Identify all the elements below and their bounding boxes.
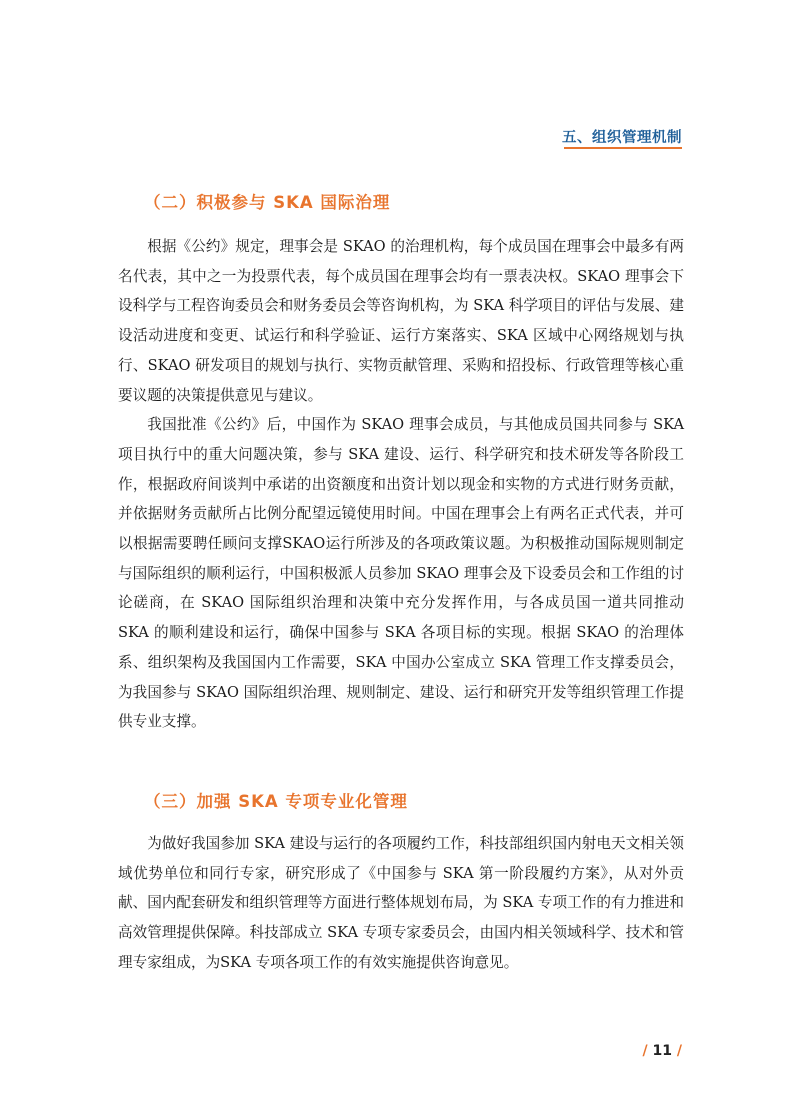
section-2-body <box>118 232 684 737</box>
section-heading-2: （二）积极参与 SKA 国际治理 <box>144 193 391 212</box>
paragraph: 我国批准《公约》后，中国作为 SKAO 理事会成员，与其他成员国共同参与 SKA 项目执行中的重大问题决策，参与 SKA 建设、运行、科学研究和技术研发等各阶段工作，根据政府间谈判中承诺的出资额度和出资计划以现金和实物的方式进行财务贡献，并依据财务贡献所占比例分配望远镜使用时间。中国在理事会上有两名正式代表，并可以根据需要聘任顾问支撑SKAO运行所涉及的各项政策议题。为积极推动国际规则制定与国际组织的顺利运行，中国积极派人员参加 SKAO 理事会及下设委员会和工作组的讨论磋商，在 SKAO 国际组织治理和决策中充分发挥作用，与各成员国一道共同推动 SKA 的顺利建设和运行，确保中国参与 SKA 各项目标的实现。根据 SKAO 的治理体系、组织架构及我国国内工作需要，SKA 中国办公室成立 SKA 管理工作支撑委员会，为我国参与 SKAO 国际组织治理、规则制定、建设、运行和研究开发等组织管理工作提供专业支撑。 <box>118 416 684 731</box>
page-number <box>643 1043 682 1059</box>
running-header-rule <box>564 147 682 149</box>
running-header: 五、组织管理机制 <box>562 130 682 146</box>
page-slash-left: / <box>642 1043 648 1059</box>
page-number-value: 11 <box>652 1043 672 1059</box>
section-heading-3: （三）加强 SKA 专项专业化管理 <box>144 792 408 811</box>
section-3-body <box>118 829 684 978</box>
paragraph: 根据《公约》规定，理事会是 SKAO 的治理机构，每个成员国在理事会中最多有两名代表，其中之一为投票代表，每个成员国在理事会均有一票表决权。SKAO 理事会下设科学与工程咨询委员会和财务委员会等咨询机构，为 SKA 科学项目的评估与发展、建设活动进度和变更、试运行和科学验证、运行方案落实、SKA 区域中心网络规划与执行、SKAO 研发项目的规划与执行、实物贡献管理、采购和招投标、行政管理等核心重要议题的决策提供意见与建议。 <box>118 238 684 404</box>
page-slash-right: / <box>676 1043 682 1059</box>
paragraph: 为做好我国参加 SKA 建设与运行的各项履约工作，科技部组织国内射电天文相关领域优势单位和同行专家，研究形成了《中国参与 SKA 第一阶段履约方案》，从对外贡献、国内配套研发和组织管理等方面进行整体规划布局，为 SKA 专项工作的有力推进和高效管理提供保障。科技部成立 SKA 专项专家委员会，由国内相关领域科学、技术和管理专家组成，为SKA 专项各项工作的有效实施提供咨询意见。 <box>118 835 684 971</box>
